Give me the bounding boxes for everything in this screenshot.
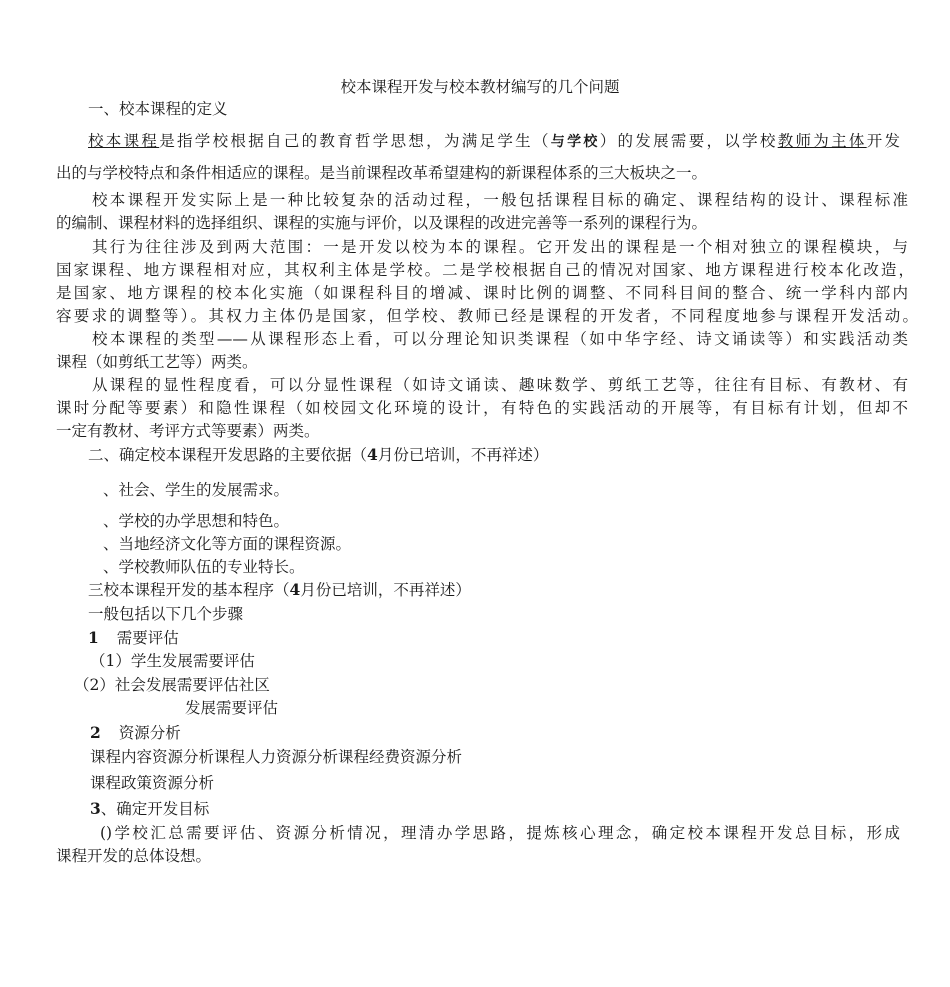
p3-line-3: 是国家、地方课程的校本化实施（如课程科目的增减、课时比例的调整、不同科目间的整合、统一学科内部内 [56, 284, 908, 302]
section1-heading: 一、校本课程的定义 [88, 100, 228, 118]
section3-heading-text-b: 月份已培训，不再祥述） [300, 581, 471, 599]
step-1-sub-2-cont: 发展需要评估 [185, 699, 279, 717]
p5-line-1: 从课程的显性程度看，可以分显性课程（如诗文诵读、趣味数学、剪纸工艺等，往往有目标、有教材、有 [92, 376, 908, 394]
p5-line-2: 课时分配等要素）和隐性课程（如校园文化环境的设计，有特色的实践活动的开展等，有目标有计划，但却不 [56, 399, 908, 417]
section2-heading-num: 4 [367, 445, 378, 464]
step-3-label: 、确定开发目标 [100, 800, 210, 818]
step-1-sub-2: （2）社会发展需要评估社区 [74, 676, 270, 694]
paren-inner: 与学校 [550, 134, 600, 150]
step-1-sub-1: （1）学生发展需要评估 [90, 652, 255, 670]
section3-heading-text-a: 三校本课程开发的基本程序（ [88, 581, 290, 599]
step-1-heading [88, 627, 179, 649]
step-2-label: 资源分析 [118, 724, 181, 742]
p3-line-4: 容要求的调整等）。其权力主体仍是国家，但学校、教师已经是课程的开发者，不同程度地参与课程开发活动。 [56, 307, 918, 325]
definition-text-3: 开发 [866, 132, 900, 150]
paren-open: （ [532, 132, 551, 150]
step-3-p-line-1: ()学校汇总需要评估、资源分析情况，理清办学思路，提炼核心理念，确定校本课程开发总目标，形成 [100, 824, 900, 842]
p4-line-2: 课程（如剪纸工艺等）两类。 [56, 353, 258, 371]
definition-line-2: 出的与学校特点和条件相适应的课程。是当前课程改革希望建构的新课程体系的三大板块之一。 [56, 164, 708, 182]
basis-item-3: 、当地经济文化等方面的课程资源。 [103, 535, 352, 553]
section2-heading [88, 444, 548, 466]
section3-heading-num: 4 [289, 580, 301, 599]
step-1-label: 需要评估 [116, 629, 179, 647]
section2-heading-text-a: 二、确定校本课程开发思路的主要依据（ [88, 446, 368, 464]
step-1-number: 1 [88, 628, 99, 647]
term-school-based-curriculum: 校本课程 [88, 132, 160, 150]
step-3-heading [90, 798, 209, 820]
p2-line-1: 校本课程开发实际上是一种比较复杂的活动过程，一般包括课程目标的确定、课程结构的设计、课程标准 [92, 191, 908, 209]
step-2-number: 2 [90, 723, 101, 742]
definition-line-1 [88, 130, 900, 153]
step-2-line-2: 课程政策资源分析 [90, 774, 215, 792]
step-3-number: 3 [90, 799, 101, 818]
paren-close: ） [599, 132, 618, 150]
step-2-line-1: 课程内容资源分析课程人力资源分析课程经费资源分析 [90, 748, 463, 766]
basis-item-2: 、学校的办学思想和特色。 [103, 512, 290, 530]
section2-heading-text-b: 月份已培训，不再祥述） [377, 446, 549, 464]
step-2-heading [90, 722, 181, 744]
section3-heading [88, 579, 471, 601]
steps-intro: 一般包括以下几个步骤 [88, 605, 244, 623]
p5-line-3: 一定有教材、考评方式等要素）两类。 [56, 422, 320, 440]
basis-item-1: 、社会、学生的发展需求。 [103, 481, 290, 499]
definition-text-1: 是指学校根据自己的教育哲学思想，为满足学生 [159, 132, 533, 150]
step-3-p-line-2: 课程开发的总体设想。 [56, 847, 212, 865]
p3-line-1: 其行为往往涉及到两大范围：一是开发以校为本的课程。它开发出的课程是一个相对独立的课程模块，与 [92, 238, 908, 256]
basis-item-4: 、学校教师队伍的专业特长。 [103, 558, 305, 576]
definition-text-2: 的发展需要，以学校 [617, 132, 778, 150]
p2-line-2: 的编制、课程材料的选择组织、课程的实施与评价，以及课程的改进完善等一系列的课程行为。 [56, 214, 708, 232]
p3-line-2: 国家课程、地方课程相对应，其权利主体是学校。二是学校根据自己的情况对国家、地方课程进行校本化改造， [56, 261, 914, 279]
p4-line-1: 校本课程的类型——从课程形态上看，可以分理论知识类课程（如中华字经、诗文诵读等）和实践活动类 [92, 330, 908, 348]
page-title: 校本课程开发与校本教材编写的几个问题 [340, 78, 620, 96]
term-teacher-subject: 教师为主体 [777, 132, 867, 150]
